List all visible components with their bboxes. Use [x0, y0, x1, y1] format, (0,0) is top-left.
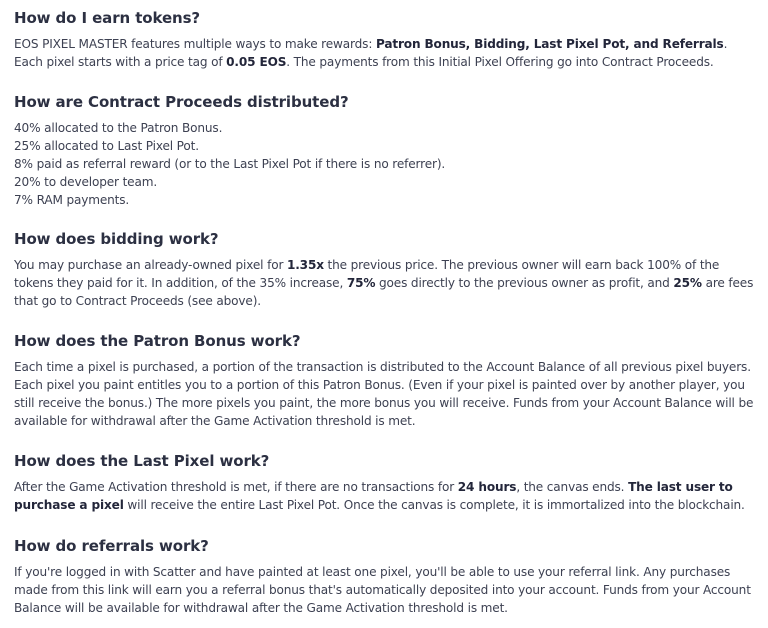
faq-answer-referrals: If you're logged in with Scatter and have painted at least one pixel, you'll be able to use your referral link. Any purchases made from this link will earn you a referral bonus that's automatically deposited into your account. Funds from your Account Balance will be available for withdrawal after the Game Activation threshold is met.	[14, 565, 751, 615]
faq-heading-proceeds: How are Contract Proceeds distributed?	[14, 93, 349, 111]
text-fragment: are fees that go to Contract Proceeds (see above).	[14, 276, 754, 308]
proceeds-item: 8% paid as referral reward (or to the Last Pixel Pot if there is no referrer).	[14, 157, 446, 171]
faq-heading-last-pixel: How does the Last Pixel work?	[14, 452, 270, 470]
proceeds-list	[14, 119, 754, 209]
faq-heading-referrals: How do referrals work?	[14, 537, 209, 555]
proceeds-item: 25% allocated to Last Pixel Pot.	[14, 139, 199, 153]
faq-answer-patron-bonus: Each time a pixel is purchased, a portion of the transaction is distributed to the Account Balance of all previous pixel buyers. Each pixel you paint entitles you to a portion of this Patron Bonus. (Even if your pixel is painted over by another player, you still receive the bonus.) The more pixels you paint, the more bonus you will receive. Funds from your Account Balance will be available for withdrawal after the Game Activation threshold is met.	[14, 360, 754, 428]
text-fragment: the previous price. The previous owner will earn back 100% of the tokens they paid for it. In addition, of the 35% increase,	[14, 258, 720, 290]
text-fragment: EOS PIXEL MASTER features multiple ways to make rewards:	[14, 37, 376, 51]
text-fragment: After the Game Activation threshold is met, if there are no transactions for	[14, 480, 458, 494]
faq-section-bidding	[14, 228, 754, 310]
text-fragment: You may purchase an already-owned pixel for	[14, 258, 287, 272]
price-tag-highlight: 0.05 EOS	[226, 55, 287, 69]
faq-answer-bidding	[14, 256, 754, 310]
last-user-highlight: The last user to purchase a pixel	[14, 480, 733, 512]
faq-answer-earn-tokens	[14, 35, 754, 71]
faq-answer-last-pixel	[14, 478, 754, 514]
proceeds-item: 20% to developer team.	[14, 175, 158, 189]
owner-share-highlight: 75%	[346, 276, 376, 290]
text-fragment: . Each pixel starts with a price tag of	[14, 37, 728, 69]
text-fragment: , the canvas ends.	[516, 480, 629, 494]
faq-section-patron-bonus	[14, 330, 754, 430]
duration-highlight: 24 hours	[457, 480, 517, 494]
faq-section-earn-tokens	[14, 7, 754, 71]
faq-section-last-pixel	[14, 450, 754, 514]
reward-types-highlight: Patron Bonus, Bidding, Last Pixel Pot, and Referrals	[375, 37, 724, 51]
fee-share-highlight: 25%	[673, 276, 702, 290]
faq-heading-earn-tokens: How do I earn tokens?	[14, 9, 201, 27]
proceeds-item: 40% allocated to the Patron Bonus.	[14, 121, 223, 135]
text-fragment: . The payments from this Initial Pixel Offering go into Contract Proceeds.	[286, 55, 714, 69]
multiplier-highlight: 1.35x	[286, 258, 324, 272]
faq-heading-bidding: How does bidding work?	[14, 230, 219, 248]
faq-section-proceeds	[14, 91, 754, 209]
faq-heading-patron-bonus: How does the Patron Bonus work?	[14, 332, 301, 350]
faq-section-referrals	[14, 535, 754, 617]
text-fragment: will receive the entire Last Pixel Pot. Once the canvas is complete, it is immortalized into the blockchain.	[123, 498, 745, 512]
proceeds-item: 7% RAM payments.	[14, 193, 130, 207]
text-fragment: goes directly to the previous owner as profit, and	[375, 276, 674, 290]
